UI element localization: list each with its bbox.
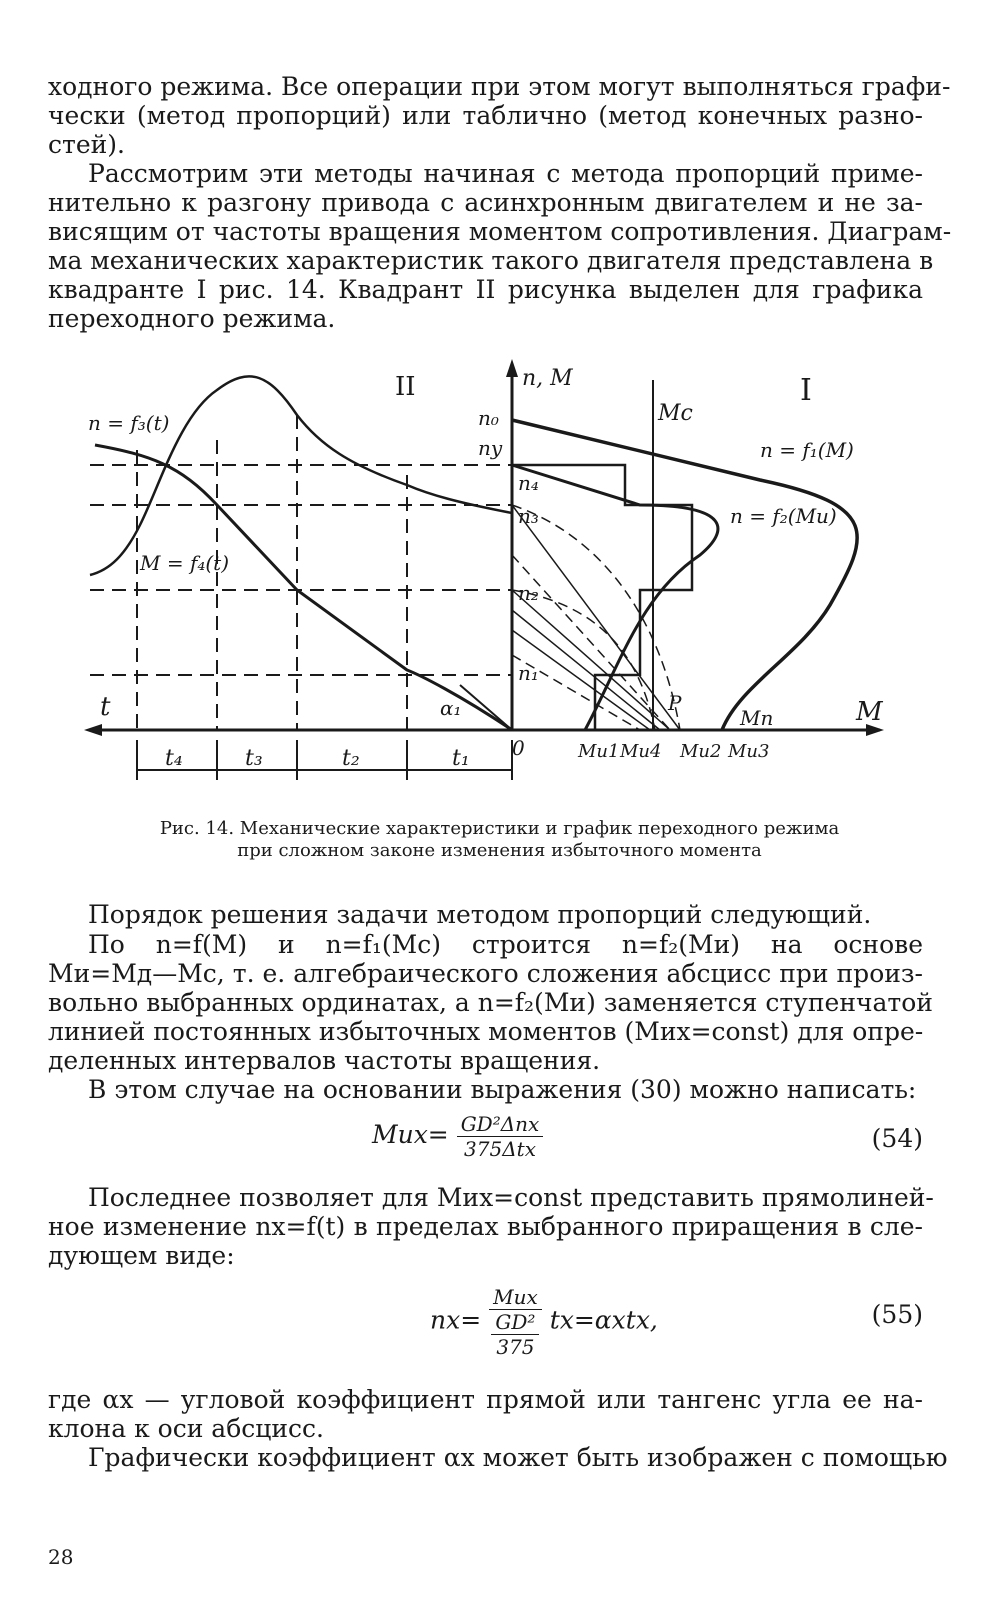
mi2-label: Mи2 — [680, 741, 722, 762]
text-line: квадранте I рис. 14. Квадрант II рисунка выделен для графика — [48, 275, 923, 304]
t4-label: t₄ — [165, 746, 183, 771]
text-line: вольно выбранных ординатах, а n=f₂(Mи) заменяется ступенчатой — [48, 988, 933, 1017]
text-line: ходного режима. Все операции при этом могут выполняться графи- — [48, 72, 951, 101]
eq55-inner-fraction — [491, 1310, 539, 1359]
n4-label: n₄ — [518, 471, 539, 495]
curve-f2-label: n = f₂(Mи) — [730, 504, 837, 528]
text-line: клона к оси абсцисс. — [48, 1414, 324, 1443]
text-line: В этом случае на основании выражения (30) можно написать: — [88, 1075, 917, 1104]
eq55-numerator: Mиx — [489, 1285, 542, 1310]
quadrant-i-label: I — [800, 373, 812, 408]
n2-label: n₂ — [518, 581, 539, 605]
figure-14 — [80, 355, 910, 795]
equation-55 — [430, 1285, 658, 1359]
mi1-label: Mи1 — [578, 741, 620, 762]
stepped-excess-moment — [512, 465, 692, 730]
text-line: линией постоянных избыточных моментов (Mиx=const) для опре- — [48, 1017, 924, 1046]
n0-label: n₀ — [478, 406, 499, 430]
vertical-axis-arrow — [506, 359, 518, 377]
alpha1-label: α₁ — [440, 696, 462, 720]
t3-label: t₃ — [245, 746, 263, 771]
axis-t-label: t — [100, 692, 111, 722]
eq55-inner-numerator: GD² — [491, 1310, 539, 1335]
paragraph-1 — [48, 72, 951, 159]
quadrant-ii-label: II — [395, 372, 416, 402]
mp-label: Mп — [740, 706, 774, 730]
origin-label: 0 — [512, 736, 525, 760]
page-number: 28 — [48, 1545, 74, 1569]
text-line: По n=f(M) и n=f₁(Mс) строится n=f₂(Mи) на основе — [88, 930, 923, 959]
paragraph-7 — [48, 1385, 923, 1443]
text-line: нительно к разгону привода с асинхронным двигателем и не за- — [48, 188, 923, 217]
curve-f4-label: M = f₄(t) — [140, 551, 230, 575]
text-line: дующем виде: — [48, 1241, 235, 1270]
p-label: P — [668, 691, 682, 715]
eq55-fraction — [489, 1285, 542, 1359]
curve-f1-label: n = f₁(M) — [760, 438, 854, 462]
equation-54-number: (54) — [871, 1124, 923, 1153]
eq55-rhs: tx=αxtx, — [549, 1305, 658, 1335]
paragraph-3 — [48, 900, 923, 929]
mi4-label: Mи4 — [620, 741, 662, 762]
text-line: Рассмотрим эти методы начиная с метода пропорций приме- — [88, 159, 923, 188]
eq54-lhs: Mиx= — [372, 1120, 449, 1149]
caption-line: при сложном законе изменения избыточного момента — [237, 840, 762, 861]
t-axis-arrow — [84, 724, 102, 736]
t1-label: t₁ — [452, 746, 470, 771]
caption-line: Рис. 14. Механические характеристики и график переходного режима — [159, 818, 840, 839]
text-line: Графически коэффициент αx может быть изображен с помощью — [88, 1443, 948, 1472]
eq54-numerator: GD²Δnx — [457, 1112, 544, 1137]
text-line: Последнее позволяет для Mиx=const представить прямолиней- — [88, 1183, 934, 1212]
text-line: чески (метод пропорций) или таблично (метод конечных разно- — [48, 101, 923, 130]
axis-m-label: M — [856, 697, 883, 727]
mc-label: Mс — [658, 401, 693, 426]
text-line: где αx — угловой коэффициент прямой или тангенс угла ее на- — [48, 1385, 923, 1414]
curve-m-f4 — [90, 376, 512, 575]
eq55-lhs: nx= — [430, 1305, 482, 1335]
text-line: Mи=Mд—Mс, т. е. алгебраического сложения абсцисс при произ- — [48, 959, 923, 988]
eq55-inner-denominator: 375 — [496, 1335, 535, 1359]
n1-label: n₁ — [518, 661, 539, 685]
text-line: деленных интервалов частоты вращения. — [48, 1046, 601, 1075]
paragraph-6 — [48, 1183, 934, 1270]
text-line: ное изменение nx=f(t) в пределах выбранного приращения в сле- — [48, 1212, 923, 1241]
figure-caption — [0, 818, 999, 862]
axis-y-label: n, M — [522, 366, 573, 391]
t2-label: t₂ — [342, 746, 360, 771]
text-line: ма механических характеристик такого двигателя представлена в — [48, 246, 934, 275]
eq54-denominator: 375Δtx — [464, 1137, 536, 1161]
paragraph-8 — [48, 1443, 948, 1472]
text-line: висящим от частоты вращения моментом сопротивления. Диаграм- — [48, 217, 952, 246]
ny-label: nу — [478, 436, 503, 460]
mi3-label: Mи3 — [728, 741, 770, 762]
equation-55-number: (55) — [871, 1300, 923, 1329]
paragraph-4 — [48, 930, 933, 1075]
n3-label: n₃ — [518, 504, 539, 528]
text-line: переходного режима. — [48, 304, 336, 333]
text-line: стей). — [48, 130, 125, 159]
paragraph-2 — [48, 159, 952, 333]
curve-f3-label: n = f₃(t) — [88, 411, 170, 435]
equation-54 — [372, 1112, 543, 1161]
alpha1-line — [460, 685, 512, 730]
text-line: Порядок решения задачи методом пропорций следующий. — [88, 900, 872, 929]
paragraph-5 — [48, 1075, 923, 1104]
mechanical-characteristics-diagram — [80, 355, 910, 795]
eq54-fraction — [457, 1112, 544, 1161]
